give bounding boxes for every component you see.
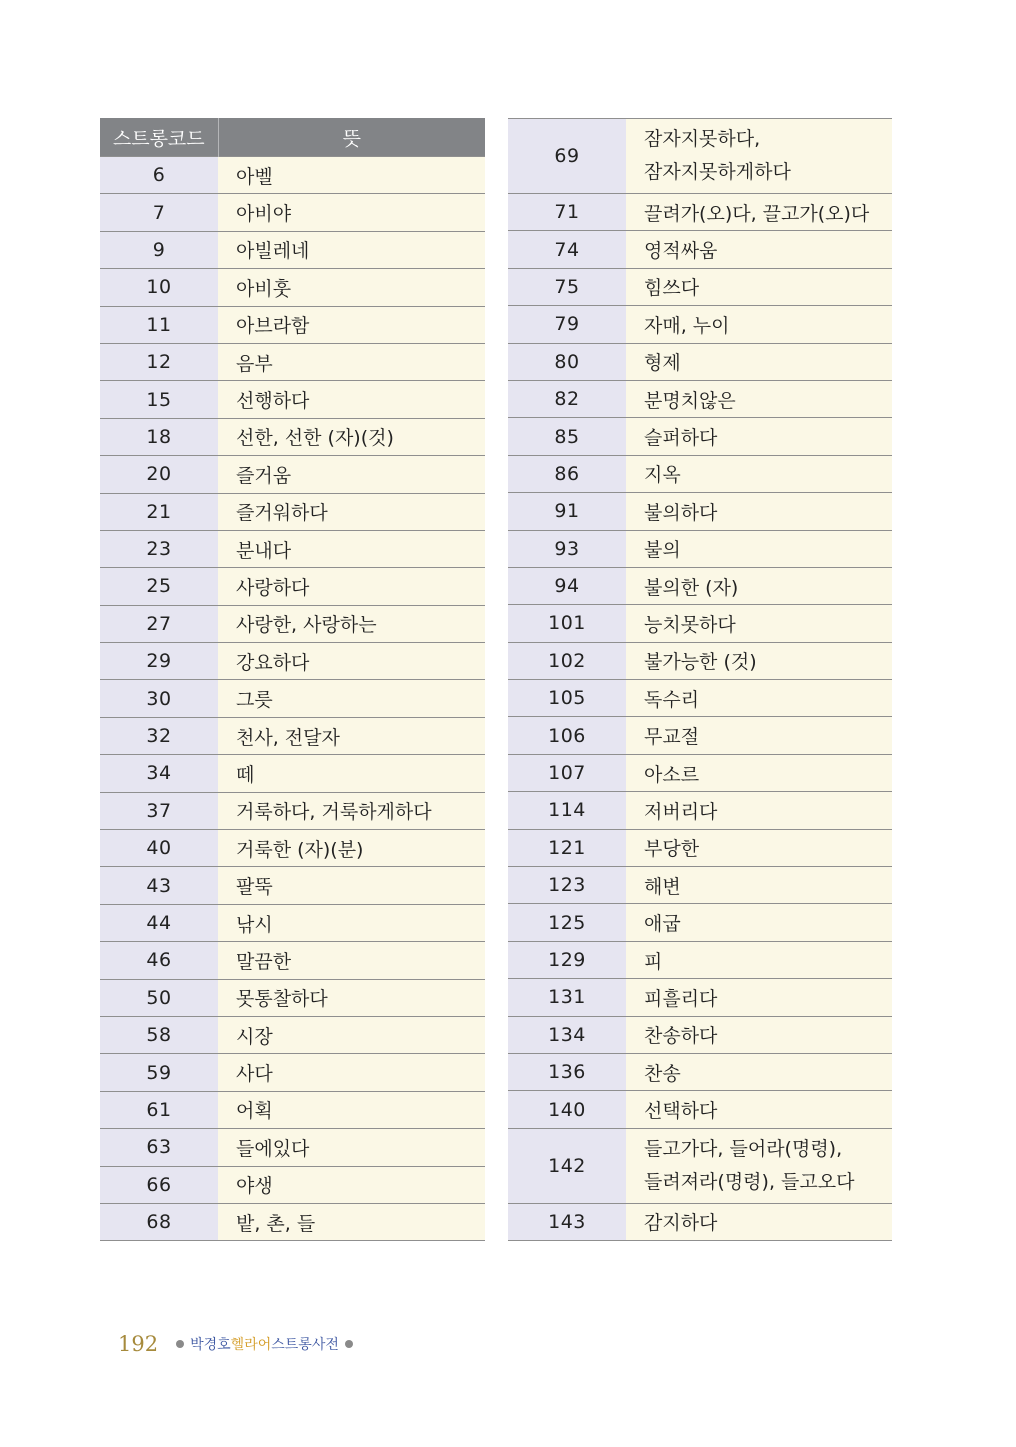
table-row: [100, 830, 485, 867]
strong-code: 105: [508, 680, 626, 717]
meaning: 아소르: [626, 754, 892, 791]
meaning: 낚시: [218, 904, 485, 941]
table-row: [508, 829, 892, 866]
book-title: [190, 1334, 339, 1354]
strong-code: 59: [100, 1054, 218, 1091]
strong-code: 21: [100, 493, 218, 530]
strong-code: 80: [508, 343, 626, 380]
meaning: 끌려가(오)다, 끌고가(오)다: [626, 194, 892, 231]
table-row: [100, 306, 485, 343]
book-title-dictionary: 스트롱사전: [271, 1337, 339, 1353]
table-row: [100, 867, 485, 904]
strong-code: 15: [100, 381, 218, 418]
meaning: [626, 119, 892, 194]
page-number: 192: [118, 1332, 159, 1356]
meaning: 분명치않은: [626, 380, 892, 417]
meaning: 불의하다: [626, 493, 892, 530]
meaning: 피: [626, 941, 892, 978]
strong-code: 94: [508, 567, 626, 604]
meaning-line: 잠자지못하다,: [644, 128, 761, 150]
strong-code: 46: [100, 942, 218, 979]
table-row: [508, 941, 892, 978]
table-row: [100, 568, 485, 605]
table-row: [508, 1203, 892, 1240]
table-row: [100, 1129, 485, 1166]
meaning: 팔뚝: [218, 867, 485, 904]
table-row: [508, 1053, 892, 1090]
meaning: 떼: [218, 755, 485, 792]
strong-code: 86: [508, 455, 626, 492]
meaning: 부당한: [626, 829, 892, 866]
strong-code: 79: [508, 306, 626, 343]
meaning: 힘쓰다: [626, 268, 892, 305]
strong-code: 44: [100, 904, 218, 941]
right-dictionary-table: [508, 118, 892, 1241]
strong-code: 12: [100, 343, 218, 380]
meaning: 밭, 촌, 들: [218, 1203, 485, 1240]
book-title-language: 헬라어: [230, 1337, 272, 1353]
meaning-line: 들려져라(명령), 들고오다: [644, 1170, 855, 1193]
meaning: 사랑하다: [218, 568, 485, 605]
meaning: 즐거움: [218, 456, 485, 493]
table-row: [100, 493, 485, 530]
bullet-dot-icon: [176, 1340, 184, 1348]
strong-code: 43: [100, 867, 218, 904]
strong-code: 7: [100, 194, 218, 231]
table-row: [508, 380, 892, 417]
meaning: 불가능한 (것): [626, 642, 892, 679]
strong-code: 9: [100, 231, 218, 268]
meaning: 어획: [218, 1091, 485, 1128]
table-row: [508, 530, 892, 567]
bullet-dot-icon: [345, 1340, 353, 1348]
meaning: 거룩하다, 거룩하게하다: [218, 792, 485, 829]
strong-code: 107: [508, 754, 626, 791]
page-footer: [118, 1329, 359, 1359]
meaning: 형제: [626, 343, 892, 380]
table-header-row: [100, 118, 485, 157]
strong-code: 25: [100, 568, 218, 605]
header-code: 스트롱코드: [100, 118, 218, 157]
table-row: [508, 1016, 892, 1053]
table-row: [508, 1091, 892, 1128]
meaning: 아빌레네: [218, 231, 485, 268]
table-row: [508, 680, 892, 717]
meaning: 지옥: [626, 455, 892, 492]
meaning: 불의: [626, 530, 892, 567]
meaning: 선행하다: [218, 381, 485, 418]
meaning: 사다: [218, 1054, 485, 1091]
strong-code: 143: [508, 1203, 626, 1240]
strong-code: 37: [100, 792, 218, 829]
strong-code: 27: [100, 605, 218, 642]
header-meaning: 뜻: [218, 118, 485, 157]
meaning: 강요하다: [218, 643, 485, 680]
meaning: [626, 1128, 892, 1203]
meaning: 무교절: [626, 717, 892, 754]
meaning: 그릇: [218, 680, 485, 717]
table-row: [508, 754, 892, 791]
strong-code: 30: [100, 680, 218, 717]
table-row: [100, 605, 485, 642]
meaning: 들에있다: [218, 1129, 485, 1166]
table-row: [508, 493, 892, 530]
left-dictionary-table: [100, 118, 485, 1241]
strong-code: 131: [508, 979, 626, 1016]
strong-code: 85: [508, 418, 626, 455]
table-row: [100, 792, 485, 829]
table-row: [100, 717, 485, 754]
table-row: [100, 1054, 485, 1091]
table-row: [508, 119, 892, 194]
table-row: [508, 567, 892, 604]
table-row: [508, 1128, 892, 1203]
meaning: 능치못하다: [626, 605, 892, 642]
strong-code: 63: [100, 1129, 218, 1166]
strong-code: 140: [508, 1091, 626, 1128]
strong-code: 101: [508, 605, 626, 642]
table-row: [508, 867, 892, 904]
meaning: 거룩한 (자)(분): [218, 830, 485, 867]
table-row: [100, 1166, 485, 1203]
strong-code: 58: [100, 1016, 218, 1053]
table-row: [508, 268, 892, 305]
meaning: 불의한 (자): [626, 567, 892, 604]
table-row: [508, 792, 892, 829]
meaning: 슬퍼하다: [626, 418, 892, 455]
meaning: 못통찰하다: [218, 979, 485, 1016]
meaning: 선한, 선한 (자)(것): [218, 418, 485, 455]
strong-code: 125: [508, 904, 626, 941]
meaning: 야생: [218, 1166, 485, 1203]
table-row: [508, 194, 892, 231]
table-row: [100, 269, 485, 306]
table-row: [508, 605, 892, 642]
strong-code: 121: [508, 829, 626, 866]
table-row: [100, 904, 485, 941]
table-row: [100, 1016, 485, 1053]
meaning: 분내다: [218, 530, 485, 567]
table-row: [100, 1203, 485, 1240]
table-row: [508, 717, 892, 754]
meaning: 음부: [218, 343, 485, 380]
table-row: [100, 231, 485, 268]
strong-code: 91: [508, 493, 626, 530]
table-row: [508, 306, 892, 343]
strong-code: 23: [100, 530, 218, 567]
meaning: 말끔한: [218, 942, 485, 979]
strong-code: 29: [100, 643, 218, 680]
table-row: [100, 456, 485, 493]
table-row: [508, 904, 892, 941]
table-row: [100, 381, 485, 418]
meaning-line: 들고가다, 들어라(명령),: [644, 1137, 843, 1160]
strong-code: 50: [100, 979, 218, 1016]
meaning: 시장: [218, 1016, 485, 1053]
strong-code: 82: [508, 380, 626, 417]
table-row: [100, 530, 485, 567]
table-row: [100, 1091, 485, 1128]
meaning: 찬송하다: [626, 1016, 892, 1053]
book-title-author: 박경호: [190, 1337, 231, 1353]
table-row: [508, 231, 892, 268]
table-row: [100, 942, 485, 979]
strong-code: 74: [508, 231, 626, 268]
meaning: 즐거워하다: [218, 493, 485, 530]
table-row: [508, 343, 892, 380]
meaning: 영적싸움: [626, 231, 892, 268]
table-row: [100, 979, 485, 1016]
meaning: 선택하다: [626, 1091, 892, 1128]
table-row: [508, 642, 892, 679]
strong-code: 71: [508, 194, 626, 231]
table-row: [100, 343, 485, 380]
meaning: 저버리다: [626, 792, 892, 829]
strong-code: 123: [508, 867, 626, 904]
strong-code: 142: [508, 1128, 626, 1203]
strong-code: 18: [100, 418, 218, 455]
strong-code: 61: [100, 1091, 218, 1128]
table-row: [100, 418, 485, 455]
meaning-line: 잠자지못하게하다: [644, 161, 791, 183]
strong-code: 69: [508, 119, 626, 194]
meaning: 피흘리다: [626, 979, 892, 1016]
strong-code: 34: [100, 755, 218, 792]
strong-code: 68: [100, 1203, 218, 1240]
table-row: [508, 979, 892, 1016]
strong-code: 114: [508, 792, 626, 829]
meaning: 아비훗: [218, 269, 485, 306]
table-row: [100, 680, 485, 717]
meaning: 아비야: [218, 194, 485, 231]
strong-code: 136: [508, 1053, 626, 1090]
strong-code: 6: [100, 157, 218, 194]
strong-code: 102: [508, 642, 626, 679]
meaning: 감지하다: [626, 1203, 892, 1240]
meaning: 자매, 누이: [626, 306, 892, 343]
strong-code: 93: [508, 530, 626, 567]
strong-code: 32: [100, 717, 218, 754]
strong-code: 75: [508, 268, 626, 305]
strong-code: 66: [100, 1166, 218, 1203]
meaning: 천사, 전달자: [218, 717, 485, 754]
table-row: [100, 643, 485, 680]
strong-code: 40: [100, 830, 218, 867]
strong-code: 106: [508, 717, 626, 754]
strong-code: 129: [508, 941, 626, 978]
strong-code: 10: [100, 269, 218, 306]
table-row: [508, 418, 892, 455]
meaning: 해변: [626, 867, 892, 904]
meaning: 사랑한, 사랑하는: [218, 605, 485, 642]
strong-code: 11: [100, 306, 218, 343]
table-row: [100, 755, 485, 792]
meaning: 아브라함: [218, 306, 485, 343]
table-row: [100, 157, 485, 194]
meaning: 찬송: [626, 1053, 892, 1090]
meaning: 아벨: [218, 157, 485, 194]
strong-code: 134: [508, 1016, 626, 1053]
strong-code: 20: [100, 456, 218, 493]
table-row: [100, 194, 485, 231]
meaning: 애굽: [626, 904, 892, 941]
table-row: [508, 455, 892, 492]
meaning: 독수리: [626, 680, 892, 717]
